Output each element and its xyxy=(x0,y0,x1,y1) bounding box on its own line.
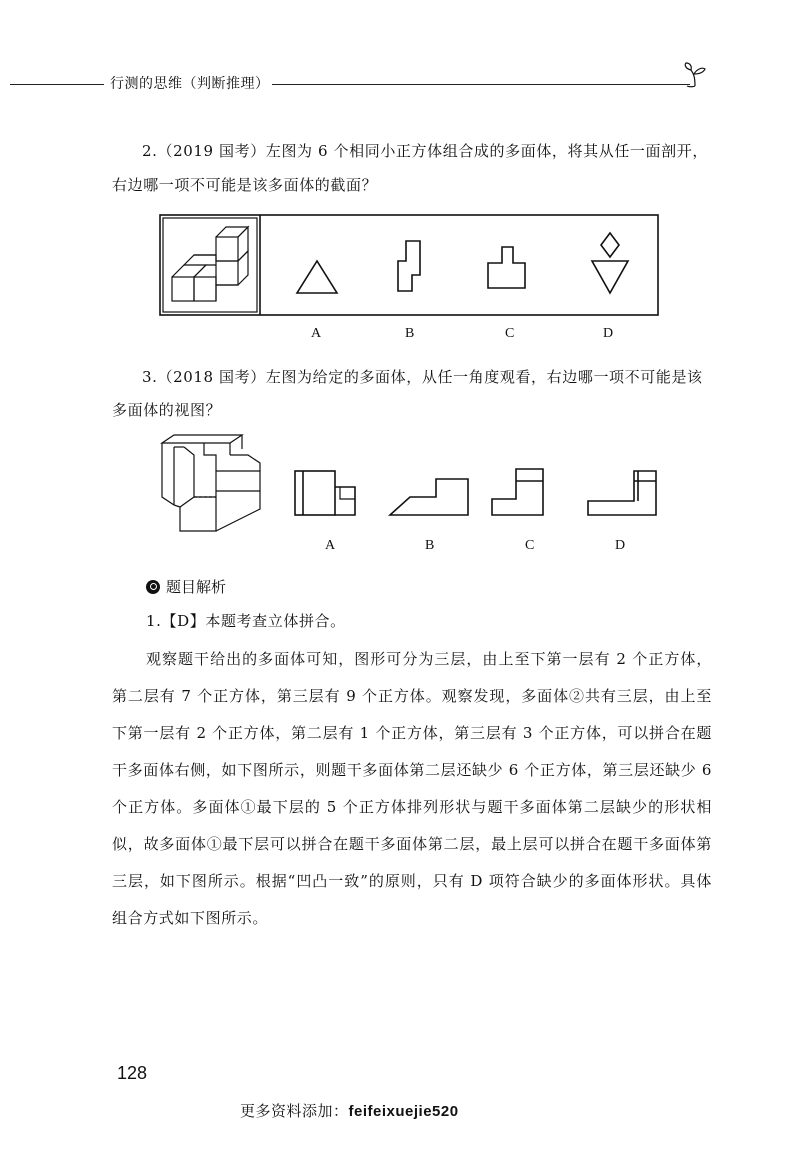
section-bullet-icon xyxy=(146,580,160,594)
header-rule-right xyxy=(272,84,690,85)
analysis-answer-line: 1.【D】本题考查立体拼合。 xyxy=(146,612,346,630)
question3-figure xyxy=(160,435,670,535)
footer-note-contact: feifeixuejie520 xyxy=(348,1103,459,1120)
footer-note xyxy=(240,1100,459,1121)
header-title: 行测的思维（判断推理） xyxy=(106,73,274,93)
q3-label-b: B xyxy=(425,538,435,553)
question3-line2: 多面体的视图？ xyxy=(112,401,222,419)
page-number: 128 xyxy=(117,1063,148,1083)
q2-cube-stack xyxy=(172,227,248,301)
analysis-title-text: 题目解析 xyxy=(166,578,227,596)
sprout-icon xyxy=(683,60,713,90)
q3-label-c: C xyxy=(525,538,535,553)
question3-line1: 3.（2018 国考）左图为给定的多面体，从任一角度观看，右边哪一项不可能是该 xyxy=(142,368,703,386)
q2-label-b: B xyxy=(405,326,415,341)
q2-label-d: D xyxy=(603,326,614,341)
q2-outer-frame xyxy=(160,215,658,315)
q2-option-c-shape xyxy=(488,247,525,288)
q3-option-a xyxy=(295,471,355,515)
header-rule-left xyxy=(10,84,104,85)
q3-option-d xyxy=(588,471,656,515)
analysis-paragraph: 观察题干给出的多面体可知，图形可分为三层，由上至下第一层有 2 个正方体，第二层有 7 个正方体，第三层有 9 个正方体。观察发现，多面体②共有三层，由上至下第一层有 2 个正方体，第二层有 1 个正方体，第三层有 3 个正方体，可以拼合在题干多面体右侧，如下图所示，则题干多面体第二层还缺少 6 个正方体，第三层还缺少 6 个正方体。多面体①最下层的 5 个正方体排列形状与题干多面体第二层缺少的形状相似，故多面体①最下层可以拼合在题干多面体第二层，最上层可以拼合在题干多面体第三层，如下图所示。根据“凹凸一致”的原则，只有 D 项符合缺少的多面体形状。具体组合方式如下图所示。 xyxy=(112,650,712,927)
q3-option-c xyxy=(492,469,543,515)
analysis-section-title xyxy=(146,576,226,597)
q2-option-a-triangle xyxy=(297,261,337,293)
q3-option-b xyxy=(390,479,468,515)
question2-line1: 2.（2019 国考）左图为 6 个相同小正方体组合成的多面体，将其从任一面剖开， xyxy=(142,142,708,160)
question2-figure xyxy=(160,215,660,317)
q2-option-d-diamond xyxy=(601,233,619,257)
q2-option-d-triangle xyxy=(592,261,628,293)
question2-line2: 右边哪一项不可能是该多面体的截面？ xyxy=(112,176,378,194)
q3-polyhedron xyxy=(162,435,260,531)
q2-label-a: A xyxy=(311,326,322,341)
footer-note-prefix: 更多资料添加： xyxy=(240,1102,349,1120)
q2-label-c: C xyxy=(505,326,515,341)
q3-label-d: D xyxy=(615,538,626,553)
q2-option-b-shape xyxy=(398,241,420,291)
q3-label-a: A xyxy=(325,538,336,553)
